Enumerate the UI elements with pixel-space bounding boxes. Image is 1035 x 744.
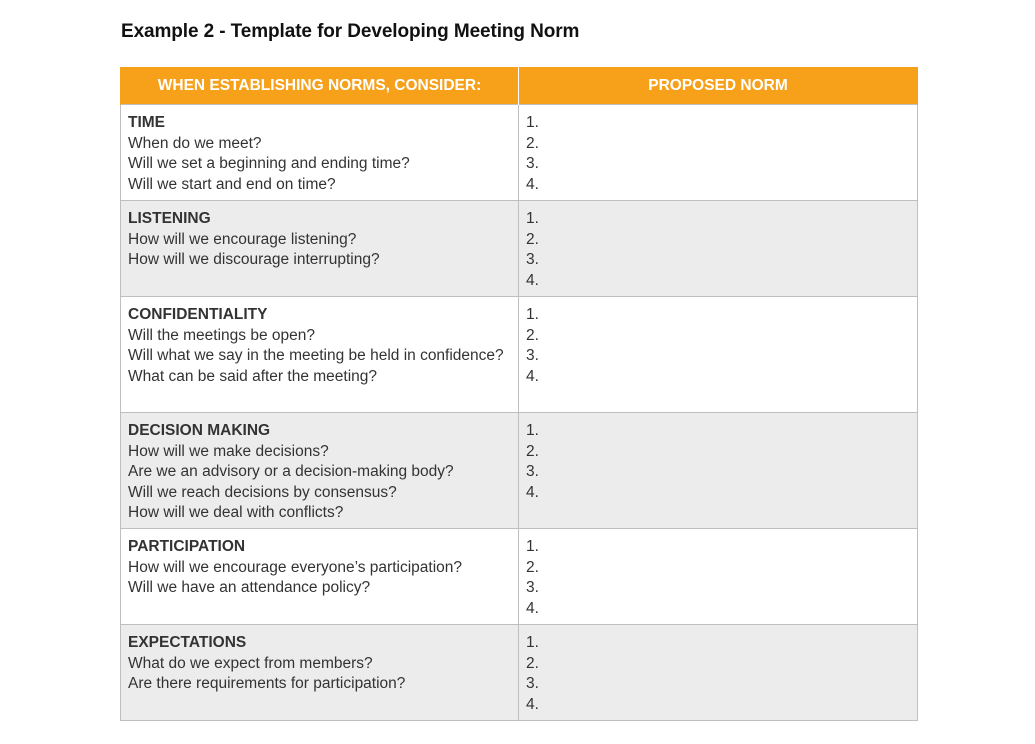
proposed-norm-cell[interactable] <box>519 625 918 721</box>
norm-number: 2. <box>526 442 539 460</box>
norms-table <box>120 67 918 721</box>
consider-cell <box>121 201 519 297</box>
norm-number: 2. <box>526 558 539 576</box>
norm-number: 2. <box>526 326 539 344</box>
norm-number: 4. <box>526 367 539 385</box>
question: When do we meet? <box>128 134 262 152</box>
proposed-norm-cell[interactable] <box>519 297 918 413</box>
norm-number: 2. <box>526 134 539 152</box>
category-title: PARTICIPATION <box>128 538 246 555</box>
norm-number: 3. <box>526 579 539 597</box>
category-title: LISTENING <box>128 210 211 227</box>
norm-number: 3. <box>526 463 539 481</box>
question: Will what we say in the meeting be held in confidence? <box>128 347 504 365</box>
category-title: CONFIDENTIALITY <box>128 306 268 323</box>
header-proposed-norm: PROPOSED NORM <box>519 67 918 105</box>
norm-number: 4. <box>526 175 539 193</box>
proposed-norm-cell[interactable] <box>519 413 918 529</box>
question: Will we set a beginning and ending time? <box>128 155 410 173</box>
header-consider: WHEN ESTABLISHING NORMS, CONSIDER: <box>121 67 519 105</box>
question: Will we have an attendance policy? <box>128 579 371 597</box>
question: Will we reach decisions by consensus? <box>128 483 397 501</box>
norm-number: 2. <box>526 654 539 672</box>
table-row-time <box>121 105 918 201</box>
table-row-confidentiality <box>121 297 918 413</box>
norm-number: 3. <box>526 347 539 365</box>
norm-number: 1. <box>526 306 539 323</box>
norm-number: 1. <box>526 210 539 227</box>
consider-cell <box>121 413 519 529</box>
norm-number: 1. <box>526 114 539 131</box>
proposed-norm-cell[interactable] <box>519 105 918 201</box>
norm-number: 1. <box>526 634 539 651</box>
consider-cell <box>121 529 519 625</box>
category-title: EXPECTATIONS <box>128 634 247 651</box>
proposed-norm-cell[interactable] <box>519 529 918 625</box>
question: What do we expect from members? <box>128 654 373 672</box>
question: How will we make decisions? <box>128 442 329 460</box>
norm-number: 1. <box>526 538 539 555</box>
question: How will we encourage listening? <box>128 230 357 248</box>
question: Will the meetings be open? <box>128 326 315 344</box>
norm-number: 4. <box>526 695 539 713</box>
consider-cell <box>121 625 519 721</box>
table-header-row <box>121 67 918 105</box>
norm-number: 3. <box>526 251 539 269</box>
norm-number: 3. <box>526 155 539 173</box>
table-row-expectations <box>121 625 918 721</box>
norm-number: 3. <box>526 675 539 693</box>
consider-cell <box>121 105 519 201</box>
page-title: Example 2 - Template for Developing Meeting Norm <box>121 21 580 42</box>
table-row-decision-making <box>121 413 918 529</box>
category-title: TIME <box>128 114 166 131</box>
category-title: DECISION MAKING <box>128 422 271 439</box>
question: Will we start and end on time? <box>128 175 336 193</box>
question: Are we an advisory or a decision-making body? <box>128 463 454 481</box>
table-row-listening <box>121 201 918 297</box>
question: How will we deal with conflicts? <box>128 504 344 522</box>
table-row-participation <box>121 529 918 625</box>
question: How will we discourage interrupting? <box>128 251 380 269</box>
question: What can be said after the meeting? <box>128 367 378 385</box>
proposed-norm-cell[interactable] <box>519 201 918 297</box>
norm-number: 1. <box>526 422 539 439</box>
question: How will we encourage everyone’s participation? <box>128 558 463 576</box>
consider-cell <box>121 297 519 413</box>
norm-number: 2. <box>526 230 539 248</box>
norm-number: 4. <box>526 271 539 289</box>
norm-number: 4. <box>526 483 539 501</box>
question: Are there requirements for participation? <box>128 675 406 693</box>
norm-number: 4. <box>526 599 539 617</box>
